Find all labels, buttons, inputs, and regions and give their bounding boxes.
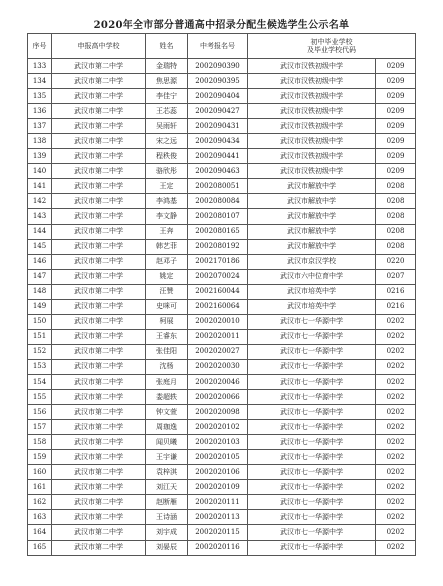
table-row: [28, 59, 416, 74]
cell-high-school: 武汉市第二中学: [52, 435, 146, 450]
cell-school-code: 0208: [376, 209, 416, 224]
cell-middle-school: 武汉市解放中学: [248, 194, 376, 209]
cell-seq: 142: [28, 194, 52, 209]
cell-high-school: 武汉市第二中学: [52, 254, 146, 269]
cell-school-code: 0209: [376, 104, 416, 119]
cell-name: 刘宇成: [146, 525, 188, 540]
cell-exam-number: 2002080192: [188, 239, 248, 254]
cell-name: 吴雨轩: [146, 119, 188, 134]
cell-middle-school: 武汉市六中位育中学: [248, 269, 376, 284]
table-row: [28, 329, 416, 344]
cell-school-code: 0209: [376, 164, 416, 179]
cell-high-school: 武汉市第二中学: [52, 314, 146, 329]
cell-seq: 133: [28, 59, 52, 74]
table-row: [28, 374, 416, 389]
cell-seq: 153: [28, 359, 52, 374]
cell-exam-number: 2002160064: [188, 299, 248, 314]
cell-middle-school: 武汉市七一华源中学: [248, 344, 376, 359]
cell-seq: 141: [28, 179, 52, 194]
cell-middle-school: 武汉市七一华源中学: [248, 359, 376, 374]
cell-school-code: 0202: [376, 405, 416, 420]
cell-middle-school: 武汉市七一华源中学: [248, 540, 376, 555]
cell-high-school: 武汉市第二中学: [52, 239, 146, 254]
cell-name: 李文静: [146, 209, 188, 224]
cell-seq: 139: [28, 149, 52, 164]
cell-middle-school: 武汉市汉铁初级中学: [248, 59, 376, 74]
cell-exam-number: 2002020106: [188, 465, 248, 480]
cell-high-school: 武汉市第二中学: [52, 510, 146, 525]
cell-name: 周珈逸: [146, 420, 188, 435]
cell-school-code: 0202: [376, 344, 416, 359]
cell-exam-number: 2002090427: [188, 104, 248, 119]
cell-seq: 140: [28, 164, 52, 179]
cell-exam-number: 2002090395: [188, 74, 248, 89]
cell-name: 柯展: [146, 314, 188, 329]
cell-high-school: 武汉市第二中学: [52, 134, 146, 149]
cell-name: 李鸿基: [146, 194, 188, 209]
cell-middle-school: 武汉市汉铁初级中学: [248, 134, 376, 149]
cell-seq: 149: [28, 299, 52, 314]
cell-name: 宋之远: [146, 134, 188, 149]
cell-school-code: 0216: [376, 284, 416, 299]
cell-high-school: 武汉市第二中学: [52, 359, 146, 374]
cell-high-school: 武汉市第二中学: [52, 269, 146, 284]
table-row: [28, 149, 416, 164]
cell-seq: 156: [28, 405, 52, 420]
cell-middle-school: 武汉市汉铁初级中学: [248, 149, 376, 164]
cell-exam-number: 2002090463: [188, 164, 248, 179]
cell-name: 袁梓淇: [146, 465, 188, 480]
cell-name: 韩艺菲: [146, 239, 188, 254]
cell-seq: 157: [28, 420, 52, 435]
cell-name: 沈杨: [146, 359, 188, 374]
cell-exam-number: 2002070024: [188, 269, 248, 284]
cell-school-code: 0202: [376, 540, 416, 555]
table-row: [28, 104, 416, 119]
cell-name: 姚定: [146, 269, 188, 284]
cell-exam-number: 2002020113: [188, 510, 248, 525]
cell-seq: 135: [28, 89, 52, 104]
cell-school-code: 0207: [376, 269, 416, 284]
cell-seq: 158: [28, 435, 52, 450]
cell-school-code: 0202: [376, 329, 416, 344]
cell-exam-number: 2002020046: [188, 374, 248, 389]
cell-exam-number: 2002090431: [188, 119, 248, 134]
table-row: [28, 224, 416, 239]
cell-school-code: 0208: [376, 224, 416, 239]
header-name: 姓名: [146, 34, 188, 59]
cell-exam-number: 2002170186: [188, 254, 248, 269]
cell-high-school: 武汉市第二中学: [52, 89, 146, 104]
cell-school-code: 0209: [376, 149, 416, 164]
cell-school-code: 0202: [376, 510, 416, 525]
cell-seq: 162: [28, 495, 52, 510]
table-row: [28, 209, 416, 224]
table-row: [28, 269, 416, 284]
cell-middle-school: 武汉市解放中学: [248, 224, 376, 239]
cell-high-school: 武汉市第二中学: [52, 420, 146, 435]
cell-school-code: 0202: [376, 450, 416, 465]
cell-high-school: 武汉市第二中学: [52, 224, 146, 239]
table-row: [28, 314, 416, 329]
cell-seq: 138: [28, 134, 52, 149]
cell-exam-number: 2002080165: [188, 224, 248, 239]
cell-middle-school: 武汉市汉铁初级中学: [248, 119, 376, 134]
cell-school-code: 0209: [376, 119, 416, 134]
cell-high-school: 武汉市第二中学: [52, 149, 146, 164]
cell-school-code: 0202: [376, 525, 416, 540]
cell-seq: 144: [28, 224, 52, 239]
cell-name: 赵邓子: [146, 254, 188, 269]
table-row: [28, 540, 416, 555]
cell-school-code: 0208: [376, 239, 416, 254]
table-row: [28, 134, 416, 149]
cell-name: 刘江天: [146, 480, 188, 495]
cell-high-school: 武汉市第二中学: [52, 465, 146, 480]
cell-high-school: 武汉市第二中学: [52, 194, 146, 209]
cell-school-code: 0202: [376, 465, 416, 480]
header-exam-number: 中考报名号: [188, 34, 248, 59]
cell-high-school: 武汉市第二中学: [52, 74, 146, 89]
table-row: [28, 510, 416, 525]
table-row: [28, 119, 416, 134]
cell-name: 张佳阳: [146, 344, 188, 359]
cell-name: 史咪可: [146, 299, 188, 314]
cell-middle-school: 武汉市七一华源中学: [248, 420, 376, 435]
cell-school-code: 0202: [376, 314, 416, 329]
cell-middle-school: 武汉市解放中学: [248, 239, 376, 254]
cell-name: 张庭月: [146, 374, 188, 389]
cell-school-code: 0220: [376, 254, 416, 269]
header-middle-school-line1: 初中毕业学校: [310, 38, 353, 46]
cell-high-school: 武汉市第二中学: [52, 284, 146, 299]
cell-exam-number: 2002020116: [188, 540, 248, 555]
cell-name: 刘晏辰: [146, 540, 188, 555]
cell-name: 王宇谦: [146, 450, 188, 465]
cell-middle-school: 武汉市七一华源中学: [248, 374, 376, 389]
cell-seq: 137: [28, 119, 52, 134]
cell-high-school: 武汉市第二中学: [52, 344, 146, 359]
cell-school-code: 0202: [376, 495, 416, 510]
cell-school-code: 0208: [376, 194, 416, 209]
cell-school-code: 0202: [376, 435, 416, 450]
cell-name: 王诗涵: [146, 510, 188, 525]
cell-exam-number: 2002020011: [188, 329, 248, 344]
cell-exam-number: 2002090441: [188, 149, 248, 164]
cell-name: 娄超轶: [146, 390, 188, 405]
table-row: [28, 359, 416, 374]
cell-middle-school: 武汉市汉铁初级中学: [248, 104, 376, 119]
cell-seq: 161: [28, 480, 52, 495]
cell-school-code: 0209: [376, 89, 416, 104]
cell-middle-school: 武汉市七一华源中学: [248, 405, 376, 420]
cell-seq: 146: [28, 254, 52, 269]
cell-school-code: 0216: [376, 299, 416, 314]
cell-school-code: 0202: [376, 374, 416, 389]
cell-middle-school: 武汉市七一华源中学: [248, 450, 376, 465]
cell-school-code: 0209: [376, 134, 416, 149]
cell-seq: 151: [28, 329, 52, 344]
cell-name: 焦思源: [146, 74, 188, 89]
cell-high-school: 武汉市第二中学: [52, 104, 146, 119]
header-middle-school-line2: 及毕业学校代码: [307, 46, 356, 54]
cell-school-code: 0209: [376, 59, 416, 74]
table-row: [28, 420, 416, 435]
cell-high-school: 武汉市第二中学: [52, 164, 146, 179]
cell-exam-number: 2002020010: [188, 314, 248, 329]
table-header-row: [28, 34, 416, 59]
cell-middle-school: 武汉市解放中学: [248, 179, 376, 194]
cell-exam-number: 2002090434: [188, 134, 248, 149]
cell-seq: 148: [28, 284, 52, 299]
cell-high-school: 武汉市第二中学: [52, 495, 146, 510]
cell-exam-number: 2002020098: [188, 405, 248, 420]
table-row: [28, 74, 416, 89]
cell-exam-number: 2002090390: [188, 59, 248, 74]
table-row: [28, 390, 416, 405]
table-row: [28, 299, 416, 314]
cell-middle-school: 武汉市培英中学: [248, 299, 376, 314]
cell-high-school: 武汉市第二中学: [52, 525, 146, 540]
cell-middle-school: 武汉市七一华源中学: [248, 329, 376, 344]
cell-middle-school: 武汉市七一华源中学: [248, 495, 376, 510]
cell-middle-school: 武汉市七一华源中学: [248, 480, 376, 495]
cell-exam-number: 2002080107: [188, 209, 248, 224]
cell-school-code: 0209: [376, 74, 416, 89]
cell-name: 金瑞特: [146, 59, 188, 74]
cell-high-school: 武汉市第二中学: [52, 480, 146, 495]
cell-seq: 134: [28, 74, 52, 89]
table-row: [28, 89, 416, 104]
cell-exam-number: 2002080084: [188, 194, 248, 209]
cell-high-school: 武汉市第二中学: [52, 119, 146, 134]
cell-high-school: 武汉市第二中学: [52, 540, 146, 555]
cell-high-school: 武汉市第二中学: [52, 450, 146, 465]
cell-exam-number: 2002020105: [188, 450, 248, 465]
cell-middle-school: 武汉市七一华源中学: [248, 435, 376, 450]
cell-seq: 163: [28, 510, 52, 525]
cell-middle-school: 武汉市七一华源中学: [248, 390, 376, 405]
cell-exam-number: 2002090404: [188, 89, 248, 104]
cell-school-code: 0202: [376, 359, 416, 374]
cell-school-code: 0202: [376, 390, 416, 405]
cell-seq: 136: [28, 104, 52, 119]
cell-seq: 147: [28, 269, 52, 284]
cell-high-school: 武汉市第二中学: [52, 329, 146, 344]
table-row: [28, 239, 416, 254]
cell-name: 李佳宁: [146, 89, 188, 104]
cell-seq: 164: [28, 525, 52, 540]
header-seq: 序号: [28, 34, 52, 59]
cell-exam-number: 2002020027: [188, 344, 248, 359]
table-row: [28, 405, 416, 420]
table-row: [28, 344, 416, 359]
table-row: [28, 450, 416, 465]
cell-middle-school: 武汉市七一华源中学: [248, 525, 376, 540]
header-middle-school: [248, 34, 416, 59]
cell-middle-school: 武汉市汉铁初级中学: [248, 89, 376, 104]
table-row: [28, 495, 416, 510]
cell-seq: 159: [28, 450, 52, 465]
cell-exam-number: 2002020109: [188, 480, 248, 495]
cell-seq: 152: [28, 344, 52, 359]
cell-school-code: 0208: [376, 179, 416, 194]
cell-middle-school: 武汉市汉铁初级中学: [248, 164, 376, 179]
cell-name: 王定: [146, 179, 188, 194]
cell-seq: 160: [28, 465, 52, 480]
cell-name: 闻贝曦: [146, 435, 188, 450]
table-row: [28, 254, 416, 269]
table-row: [28, 435, 416, 450]
cell-middle-school: 武汉市汉铁初级中学: [248, 74, 376, 89]
cell-school-code: 0202: [376, 480, 416, 495]
cell-name: 程秩俊: [146, 149, 188, 164]
table-row: [28, 179, 416, 194]
cell-name: 赵断雁: [146, 495, 188, 510]
cell-exam-number: 2002020066: [188, 390, 248, 405]
cell-high-school: 武汉市第二中学: [52, 59, 146, 74]
cell-middle-school: 武汉市解放中学: [248, 209, 376, 224]
cell-middle-school: 武汉市培英中学: [248, 284, 376, 299]
cell-exam-number: 2002020102: [188, 420, 248, 435]
cell-seq: 165: [28, 540, 52, 555]
cell-exam-number: 2002160044: [188, 284, 248, 299]
cell-middle-school: 武汉市七一华源中学: [248, 510, 376, 525]
table-row: [28, 525, 416, 540]
cell-high-school: 武汉市第二中学: [52, 209, 146, 224]
candidate-table: [27, 33, 416, 556]
cell-middle-school: 武汉市七一华源中学: [248, 314, 376, 329]
table-row: [28, 284, 416, 299]
cell-exam-number: 2002080051: [188, 179, 248, 194]
cell-seq: 150: [28, 314, 52, 329]
cell-seq: 143: [28, 209, 52, 224]
cell-seq: 154: [28, 374, 52, 389]
cell-exam-number: 2002020030: [188, 359, 248, 374]
cell-name: 王睿东: [146, 329, 188, 344]
cell-high-school: 武汉市第二中学: [52, 179, 146, 194]
cell-name: 钟文萱: [146, 405, 188, 420]
cell-exam-number: 2002020103: [188, 435, 248, 450]
table-row: [28, 194, 416, 209]
table-row: [28, 465, 416, 480]
cell-name: 王芯蕊: [146, 104, 188, 119]
cell-name: 骆欣彤: [146, 164, 188, 179]
cell-exam-number: 2002020111: [188, 495, 248, 510]
cell-school-code: 0202: [376, 420, 416, 435]
cell-middle-school: 武汉市七一华源中学: [248, 465, 376, 480]
cell-high-school: 武汉市第二中学: [52, 374, 146, 389]
cell-middle-school: 武汉市京汉学校: [248, 254, 376, 269]
table-row: [28, 164, 416, 179]
cell-exam-number: 2002020115: [188, 525, 248, 540]
header-high-school: 申报高中学校: [52, 34, 146, 59]
cell-seq: 155: [28, 390, 52, 405]
cell-seq: 145: [28, 239, 52, 254]
cell-high-school: 武汉市第二中学: [52, 299, 146, 314]
table-body: [28, 59, 416, 556]
cell-name: 汪赞: [146, 284, 188, 299]
document-title: 2020年全市部分普通高中招录分配生候选学生公示名单: [93, 20, 350, 31]
table-row: [28, 480, 416, 495]
cell-high-school: 武汉市第二中学: [52, 390, 146, 405]
cell-high-school: 武汉市第二中学: [52, 405, 146, 420]
cell-name: 王奔: [146, 224, 188, 239]
